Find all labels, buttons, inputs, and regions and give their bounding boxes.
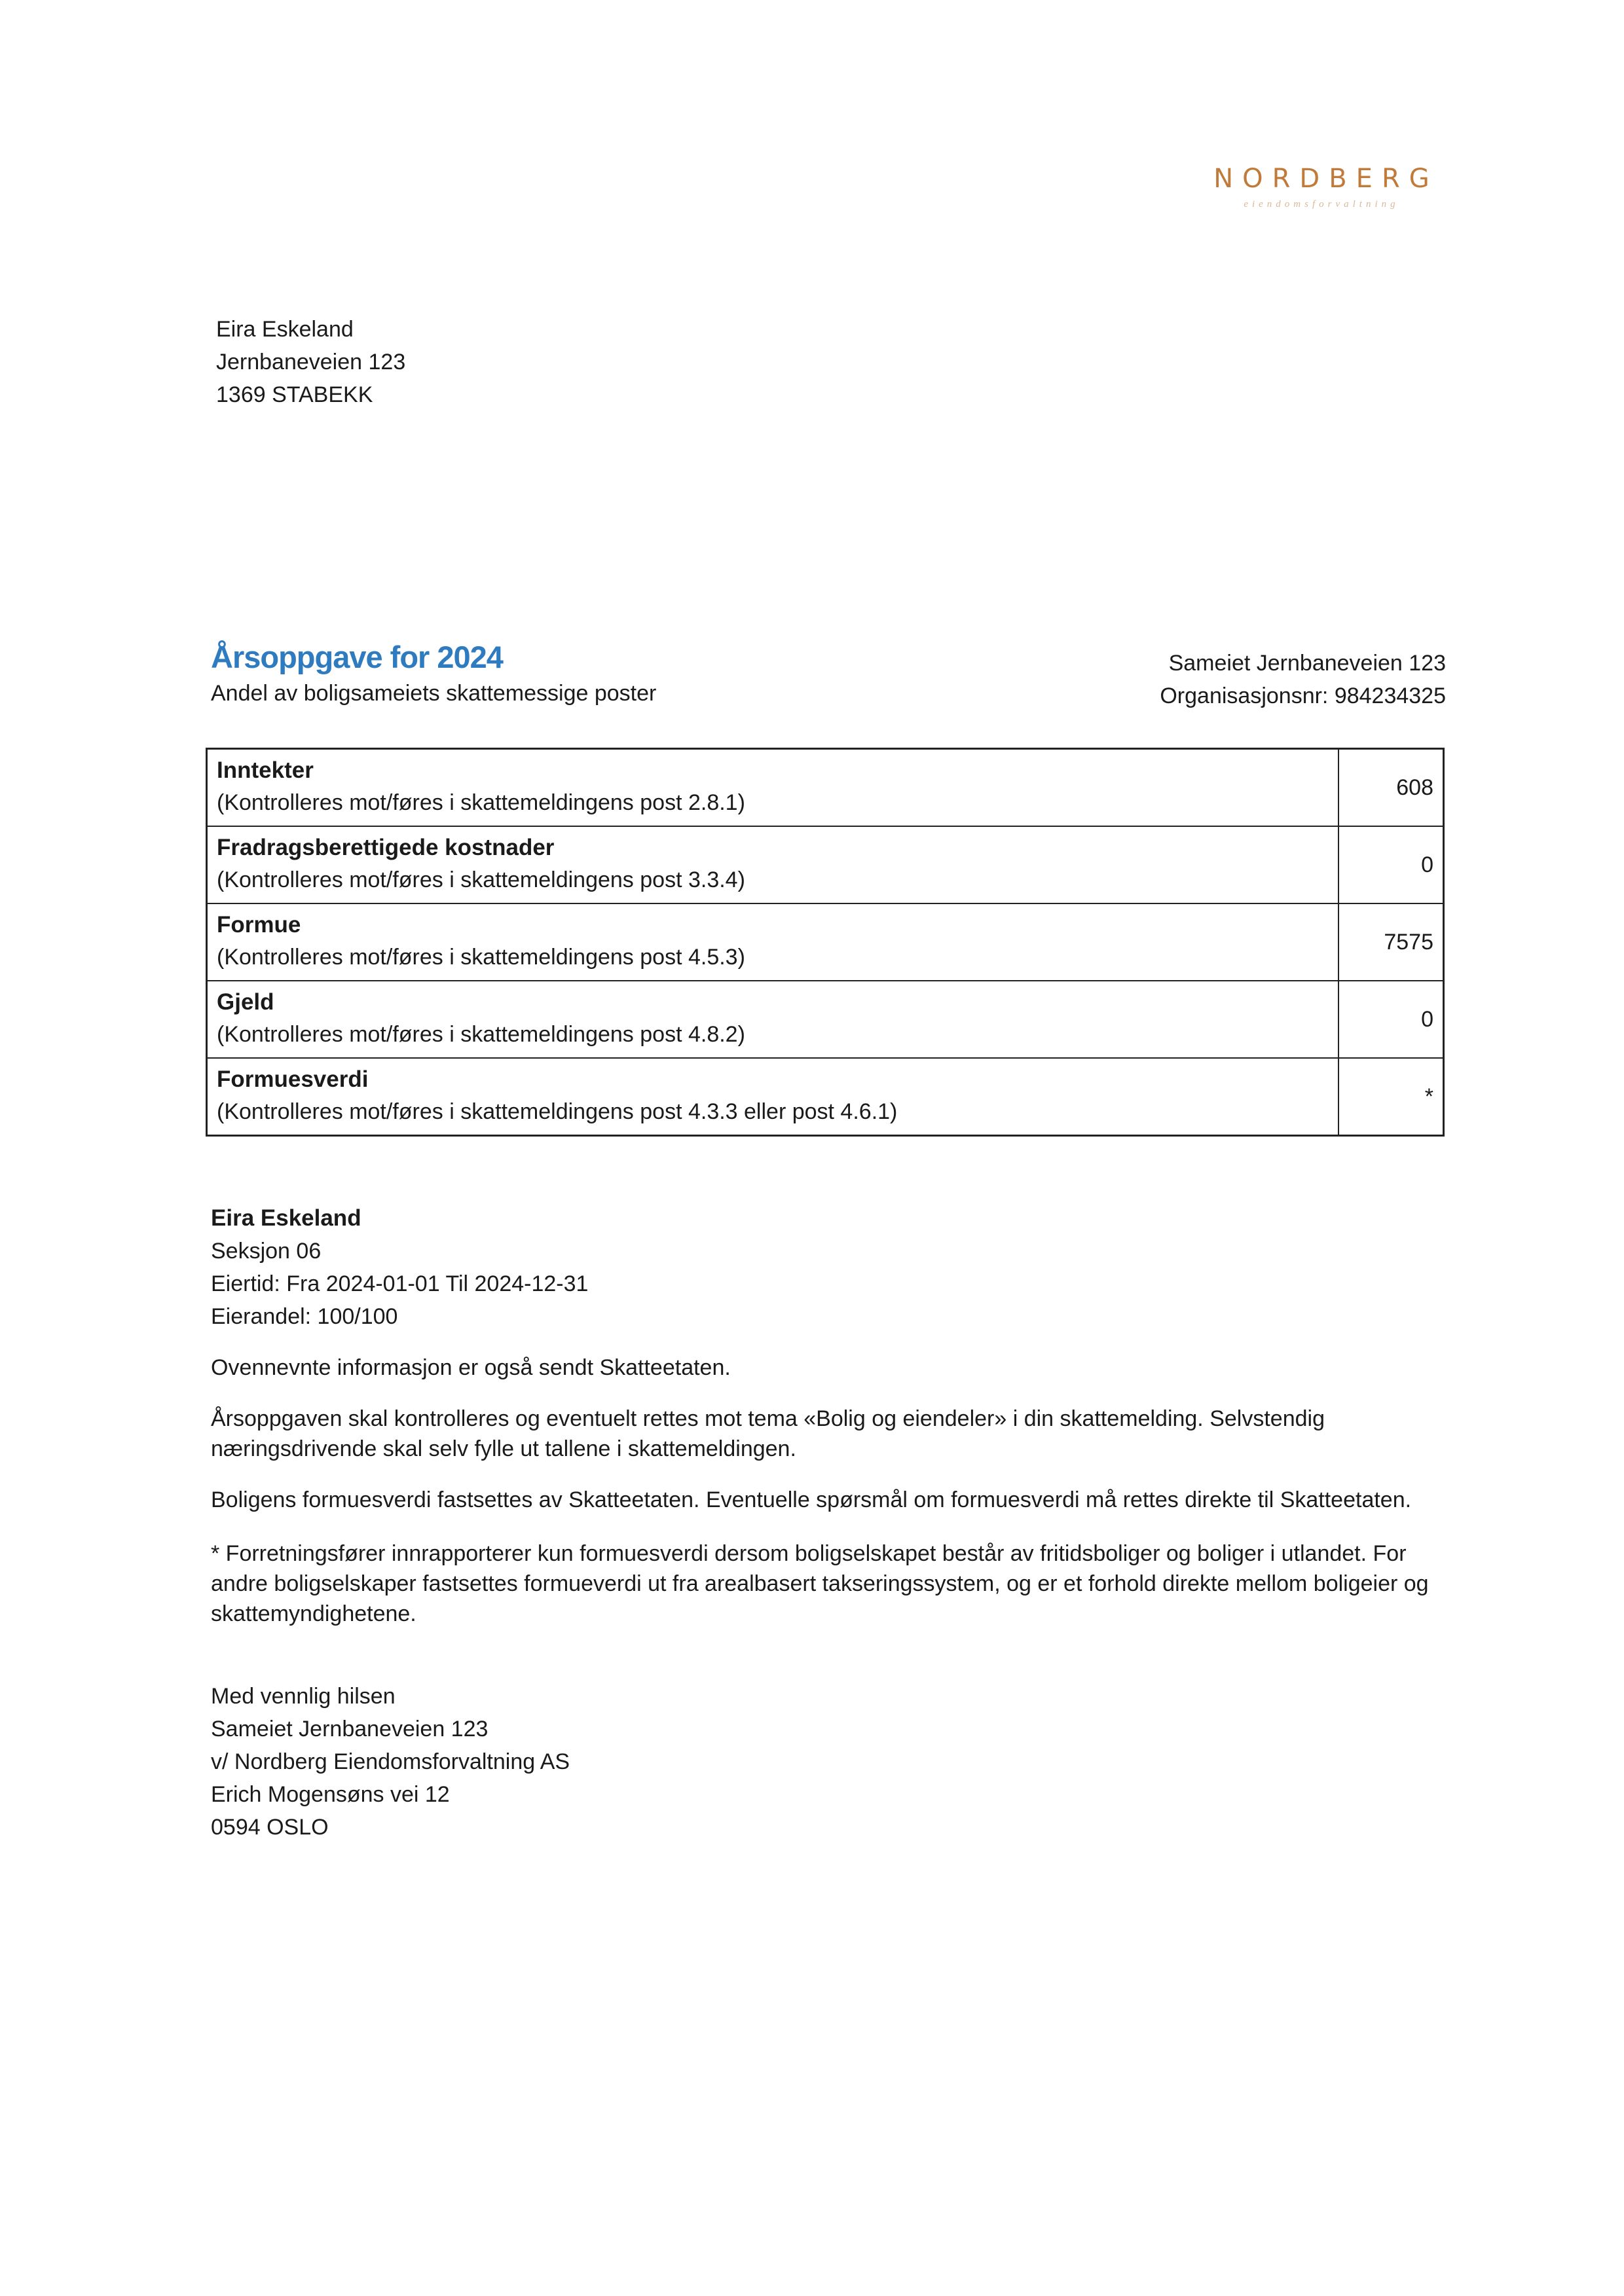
table-row xyxy=(207,981,1444,1058)
row-value: 0 xyxy=(1338,826,1443,903)
sender-info xyxy=(1160,647,1446,712)
closing-association: Sameiet Jernbaneveien 123 xyxy=(211,1717,489,1741)
closing-postal: 0594 OSLO xyxy=(211,1815,329,1840)
paragraph-control-instructions: Årsoppgaven skal kontrolleres og eventuelt rettes mot tema «Bolig og eiendeler» i din skattemelding. Selvstendig næringsdrivende skal selv fylle ut tallene i skattemeldingen. xyxy=(211,1406,1325,1461)
document-subtitle: Andel av boligsameiets skattemessige poster xyxy=(211,681,657,706)
row-note: (Kontrolleres mot/føres i skattemeldingens post 3.3.4) xyxy=(217,867,745,892)
paragraph-footnote: * Forretningsfører innrapporterer kun formuesverdi dersom boligselskapet består av fritidsboliger og boliger i utlandet. For andre boligselskaper fastsettes formueverdi ut fra arealbasert takseringssystem, og er et forhold direkte mellom boligeier og skattemyndighetene. xyxy=(211,1541,1429,1626)
row-label-cell xyxy=(207,749,1339,827)
row-value: * xyxy=(1338,1058,1443,1136)
recipient-name: Eira Eskeland xyxy=(216,317,354,342)
closing-greeting: Med vennlig hilsen xyxy=(211,1684,396,1709)
paragraph-wealth-value: Boligens formuesverdi fastsettes av Skatteetaten. Eventuelle spørsmål om formuesverdi må rettes direkte til Skatteetaten. xyxy=(211,1487,1412,1512)
table-row xyxy=(207,1058,1444,1136)
owner-period: Eiertid: Fra 2024-01-01 Til 2024-12-31 xyxy=(211,1271,589,1296)
row-value: 0 xyxy=(1338,981,1443,1058)
document-title: Årsoppgave for 2024 xyxy=(211,640,503,674)
company-logo xyxy=(1204,164,1439,210)
row-title: Formue xyxy=(217,912,301,938)
recipient-postal: 1369 STABEKK xyxy=(216,382,373,407)
closing-manager: v/ Nordberg Eiendomsforvaltning AS xyxy=(211,1749,570,1774)
tax-items-table xyxy=(206,748,1445,1137)
owner-section: Seksjon 06 xyxy=(211,1239,322,1264)
sender-name: Sameiet Jernbaneveien 123 xyxy=(1168,651,1446,676)
row-value: 608 xyxy=(1338,749,1443,827)
org-number: Organisasjonsnr: 984234325 xyxy=(1160,683,1446,708)
row-title: Formuesverdi xyxy=(217,1066,369,1092)
table-row xyxy=(207,749,1444,827)
owner-info xyxy=(211,1202,588,1333)
row-note: (Kontrolleres mot/føres i skattemeldingens post 4.5.3) xyxy=(217,945,745,970)
row-title: Gjeld xyxy=(217,989,274,1015)
logo-tagline: eiendomsforvaltning xyxy=(1244,199,1399,210)
row-note: (Kontrolleres mot/føres i skattemeldingens post 4.8.2) xyxy=(217,1022,745,1047)
table-row xyxy=(207,826,1444,903)
owner-name: Eira Eskeland xyxy=(211,1205,361,1231)
row-label-cell xyxy=(207,903,1339,981)
recipient-address xyxy=(216,313,405,411)
row-label-cell xyxy=(207,826,1339,903)
logo-name: NORDBERG xyxy=(1213,164,1439,194)
recipient-street: Jernbaneveien 123 xyxy=(216,350,406,374)
row-note: (Kontrolleres mot/føres i skattemeldingens post 2.8.1) xyxy=(217,790,745,815)
row-note: (Kontrolleres mot/føres i skattemeldingens post 4.3.3 eller post 4.6.1) xyxy=(217,1099,898,1124)
owner-share: Eierandel: 100/100 xyxy=(211,1304,398,1329)
row-value: 7575 xyxy=(1338,903,1443,981)
row-title: Fradragsberettigede kostnader xyxy=(217,835,555,860)
row-label-cell xyxy=(207,1058,1339,1136)
row-title: Inntekter xyxy=(217,757,314,783)
row-label-cell xyxy=(207,981,1339,1058)
closing-signature xyxy=(211,1680,570,1844)
paragraph-sent-to-tax: Ovennevnte informasjon er også sendt Skatteetaten. xyxy=(211,1355,731,1380)
closing-street: Erich Mogensøns vei 12 xyxy=(211,1782,450,1807)
table-row xyxy=(207,903,1444,981)
